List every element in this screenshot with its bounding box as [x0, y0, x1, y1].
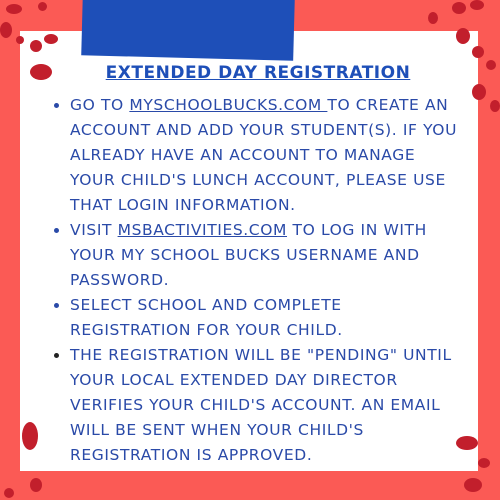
decor-dot	[452, 2, 466, 14]
list-item	[70, 343, 464, 468]
decor-dot	[472, 46, 484, 58]
decor-dot	[0, 22, 12, 38]
decor-dot	[4, 488, 14, 498]
decor-dot	[478, 458, 490, 468]
page-title: EXTENDED DAY REGISTRATION	[105, 63, 411, 83]
decor-dot	[470, 0, 484, 10]
info-card	[20, 31, 478, 471]
blue-tape	[81, 0, 295, 61]
decor-dot	[486, 60, 496, 70]
decor-dot	[16, 36, 24, 44]
decor-dot	[472, 84, 486, 100]
list-item	[70, 218, 464, 293]
item-text: TO LOG IN WITH YOUR MY SCHOOL BUCKS USERNAME AND PASSWORD.	[70, 221, 427, 289]
decor-dot	[44, 34, 58, 44]
decor-dot	[30, 64, 52, 80]
list-item	[70, 293, 464, 343]
decor-dot	[6, 4, 22, 14]
decor-dot	[30, 478, 42, 492]
decor-dot	[456, 436, 478, 450]
decor-dot	[428, 12, 438, 24]
decor-dot	[456, 28, 470, 44]
decor-dot	[464, 478, 482, 492]
decor-dot	[22, 422, 38, 450]
item-text: THE REGISTRATION WILL BE "PENDING" UNTIL YOUR LOCAL EXTENDED DAY DIRECTOR VERIFIES YOUR CHILD'S ACCOUNT. AN EMAIL WILL BE SENT WHEN YOUR CHILD'S REGISTRATION IS APPROVED.	[70, 346, 452, 464]
myschoolbucks-link[interactable]: MYSCHOOLBUCKS.COM	[129, 96, 328, 114]
list-item	[70, 93, 464, 218]
msbactivities-link[interactable]: MSBACTIVITIES.COM	[117, 221, 288, 239]
item-text: VISIT	[70, 221, 118, 239]
decor-dot	[490, 100, 500, 112]
item-text: GO TO	[70, 96, 130, 114]
item-text: SELECT SCHOOL AND COMPLETE REGISTRATION FOR YOUR CHILD.	[70, 296, 343, 339]
item-text: TO CREATE AN ACCOUNT AND ADD YOUR STUDENT(S). IF YOU ALREADY HAVE AN ACCOUNT TO MANAGE YOUR CHILD'S LUNCH ACCOUNT, PLEASE USE THAT LOGIN INFORMATION.	[70, 96, 458, 214]
decor-dot	[30, 40, 42, 52]
decor-dot	[38, 2, 47, 11]
instruction-list	[52, 93, 464, 468]
